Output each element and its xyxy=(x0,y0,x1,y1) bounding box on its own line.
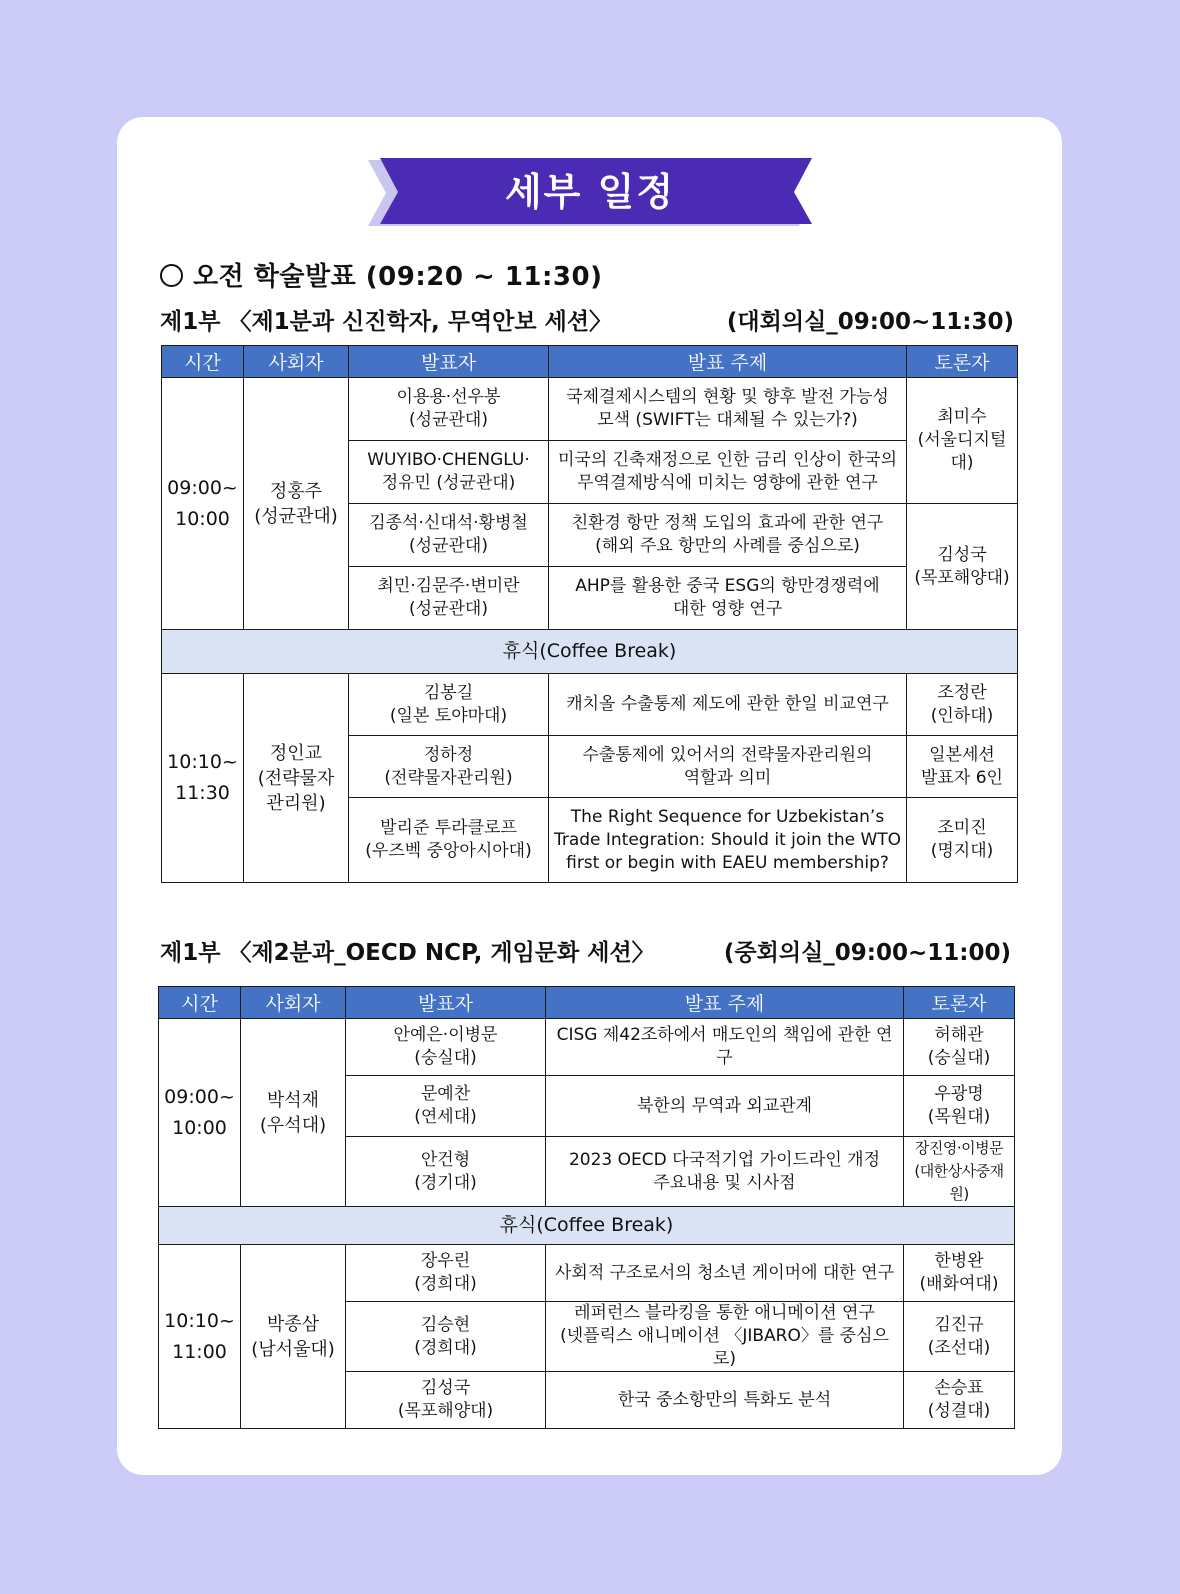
coffee-break-cell: 휴식(Coffee Break) xyxy=(159,1207,1015,1245)
topic-cell: The Right Sequence for Uzbekistan’s Trade Integration: Should it join the WTO first or begin with EAEU membership? xyxy=(549,798,907,883)
topic-cell: 사회적 구조로서의 청소년 게이머에 대한 연구 xyxy=(546,1245,904,1302)
presenter-cell: 장우린 (경희대) xyxy=(346,1245,546,1302)
presenter-cell: 최민·김문주·변미란 (성균관대) xyxy=(349,567,549,630)
discussant-cell: 김성국 (목포해양대) xyxy=(907,504,1018,630)
table-row xyxy=(159,1245,1015,1302)
presenter-cell: 이용용·선우봉 (성균관대) xyxy=(349,378,549,441)
discussant-cell: 장진영·이병문 (대한상사중재원) xyxy=(904,1137,1015,1207)
break-row xyxy=(162,630,1018,674)
header-time: 시간 xyxy=(162,346,244,378)
session1-room: (대회의실_09:00~11:30) xyxy=(726,309,1014,335)
topic-cell: 한국 중소항만의 특화도 분석 xyxy=(546,1372,904,1429)
topic-cell: CISG 제42조하에서 매도인의 책임에 관한 연구 xyxy=(546,1019,904,1076)
session2-title: 제1부 〈제2분과_OECD NCP, 게임문화 세션〉 xyxy=(160,940,655,966)
discussant-cell: 손승표 (성결대) xyxy=(904,1372,1015,1429)
moderator-cell: 박종삼 (남서울대) xyxy=(241,1245,346,1429)
header-topic: 발표 주제 xyxy=(549,346,907,378)
session2-room: (중회의실_09:00~11:00) xyxy=(723,940,1011,966)
topic-cell: 북한의 무역과 외교관계 xyxy=(546,1076,904,1137)
discussant-cell: 일본세션 발표자 6인 xyxy=(907,736,1018,798)
presenter-cell: 안건형 (경기대) xyxy=(346,1137,546,1207)
presenter-cell: 안예은·이병문 (숭실대) xyxy=(346,1019,546,1076)
discussant-cell: 조정란 (인하대) xyxy=(907,674,1018,736)
header-moderator: 사회자 xyxy=(244,346,349,378)
table-row xyxy=(162,378,1018,441)
time-cell: 10:10~ 11:00 xyxy=(159,1245,241,1429)
session2-schedule-table xyxy=(158,986,1015,1429)
discussant-cell: 조미진 (명지대) xyxy=(907,798,1018,883)
header-discussant: 토론자 xyxy=(907,346,1018,378)
topic-cell: 국제결제시스템의 현황 및 향후 발전 가능성 모색 (SWIFT는 대체될 수 있는가?) xyxy=(549,378,907,441)
header-time: 시간 xyxy=(159,987,241,1019)
time-cell: 10:10~ 11:30 xyxy=(162,674,244,883)
discussant-cell: 우광명 (목원대) xyxy=(904,1076,1015,1137)
discussant-cell: 한병완 (배화여대) xyxy=(904,1245,1015,1302)
presenter-cell: 김봉길 (일본 토야마대) xyxy=(349,674,549,736)
table-header-row xyxy=(162,346,1018,378)
page-title: 세부 일정 xyxy=(504,170,676,214)
topic-cell: 2023 OECD 다국적기업 가이드라인 개정 주요내용 및 시사점 xyxy=(546,1137,904,1207)
presenter-cell: 문예찬 (연세대) xyxy=(346,1076,546,1137)
topic-cell: 미국의 긴축재정으로 인한 금리 인상이 한국의 무역결제방식에 미치는 영향에 관한 연구 xyxy=(549,441,907,504)
coffee-break-cell: 휴식(Coffee Break) xyxy=(162,630,1018,674)
discussant-cell: 허해관 (숭실대) xyxy=(904,1019,1015,1076)
moderator-cell: 박석재 (우석대) xyxy=(241,1019,346,1207)
circle-bullet-icon xyxy=(160,264,183,287)
title-banner xyxy=(368,158,812,228)
topic-cell: AHP를 활용한 중국 ESG의 항만경쟁력에 대한 영향 연구 xyxy=(549,567,907,630)
header-topic: 발표 주제 xyxy=(546,987,904,1019)
header-discussant: 토론자 xyxy=(904,987,1015,1019)
presenter-cell: 김종석·신대석·황병철 (성균관대) xyxy=(349,504,549,567)
time-cell: 09:00~ 10:00 xyxy=(162,378,244,630)
break-row xyxy=(159,1207,1015,1245)
table-header-row xyxy=(159,987,1015,1019)
morning-heading xyxy=(160,256,602,293)
presenter-cell: WUYIBO·CHENGLU· 정유민 (성균관대) xyxy=(349,441,549,504)
table-row xyxy=(159,1019,1015,1076)
presenter-cell: 정하정 (전략물자관리원) xyxy=(349,736,549,798)
time-cell: 09:00~ 10:00 xyxy=(159,1019,241,1207)
header-moderator: 사회자 xyxy=(241,987,346,1019)
presenter-cell: 김성국 (목포해양대) xyxy=(346,1372,546,1429)
moderator-cell: 정홍주 (성균관대) xyxy=(244,378,349,630)
discussant-cell: 최미수 (서울디지털대) xyxy=(907,378,1018,504)
session1-schedule-table xyxy=(161,345,1018,883)
topic-cell: 수출통제에 있어서의 전략물자관리원의 역할과 의미 xyxy=(549,736,907,798)
presenter-cell: 발리준 투라클로프 (우즈벡 중앙아시아대) xyxy=(349,798,549,883)
session1-title: 제1부 〈제1분과 신진학자, 무역안보 세션〉 xyxy=(160,309,613,335)
header-presenter: 발표자 xyxy=(349,346,549,378)
moderator-cell: 정인교 (전략물자 관리원) xyxy=(244,674,349,883)
morning-heading-text: 오전 학술발표 (09:20 ~ 11:30) xyxy=(193,262,603,292)
header-presenter: 발표자 xyxy=(346,987,546,1019)
topic-cell: 친환경 항만 정책 도입의 효과에 관한 연구 (해외 주요 항만의 사례를 중심으로) xyxy=(549,504,907,567)
discussant-cell: 김진규 (조선대) xyxy=(904,1302,1015,1372)
topic-cell: 캐치올 수출통제 제도에 관한 한일 비교연구 xyxy=(549,674,907,736)
presenter-cell: 김승현 (경희대) xyxy=(346,1302,546,1372)
topic-cell: 레퍼런스 블라킹을 통한 애니메이션 연구 (넷플릭스 애니메이션 〈JIBARO〉를 중심으로) xyxy=(546,1302,904,1372)
table-row xyxy=(162,674,1018,736)
